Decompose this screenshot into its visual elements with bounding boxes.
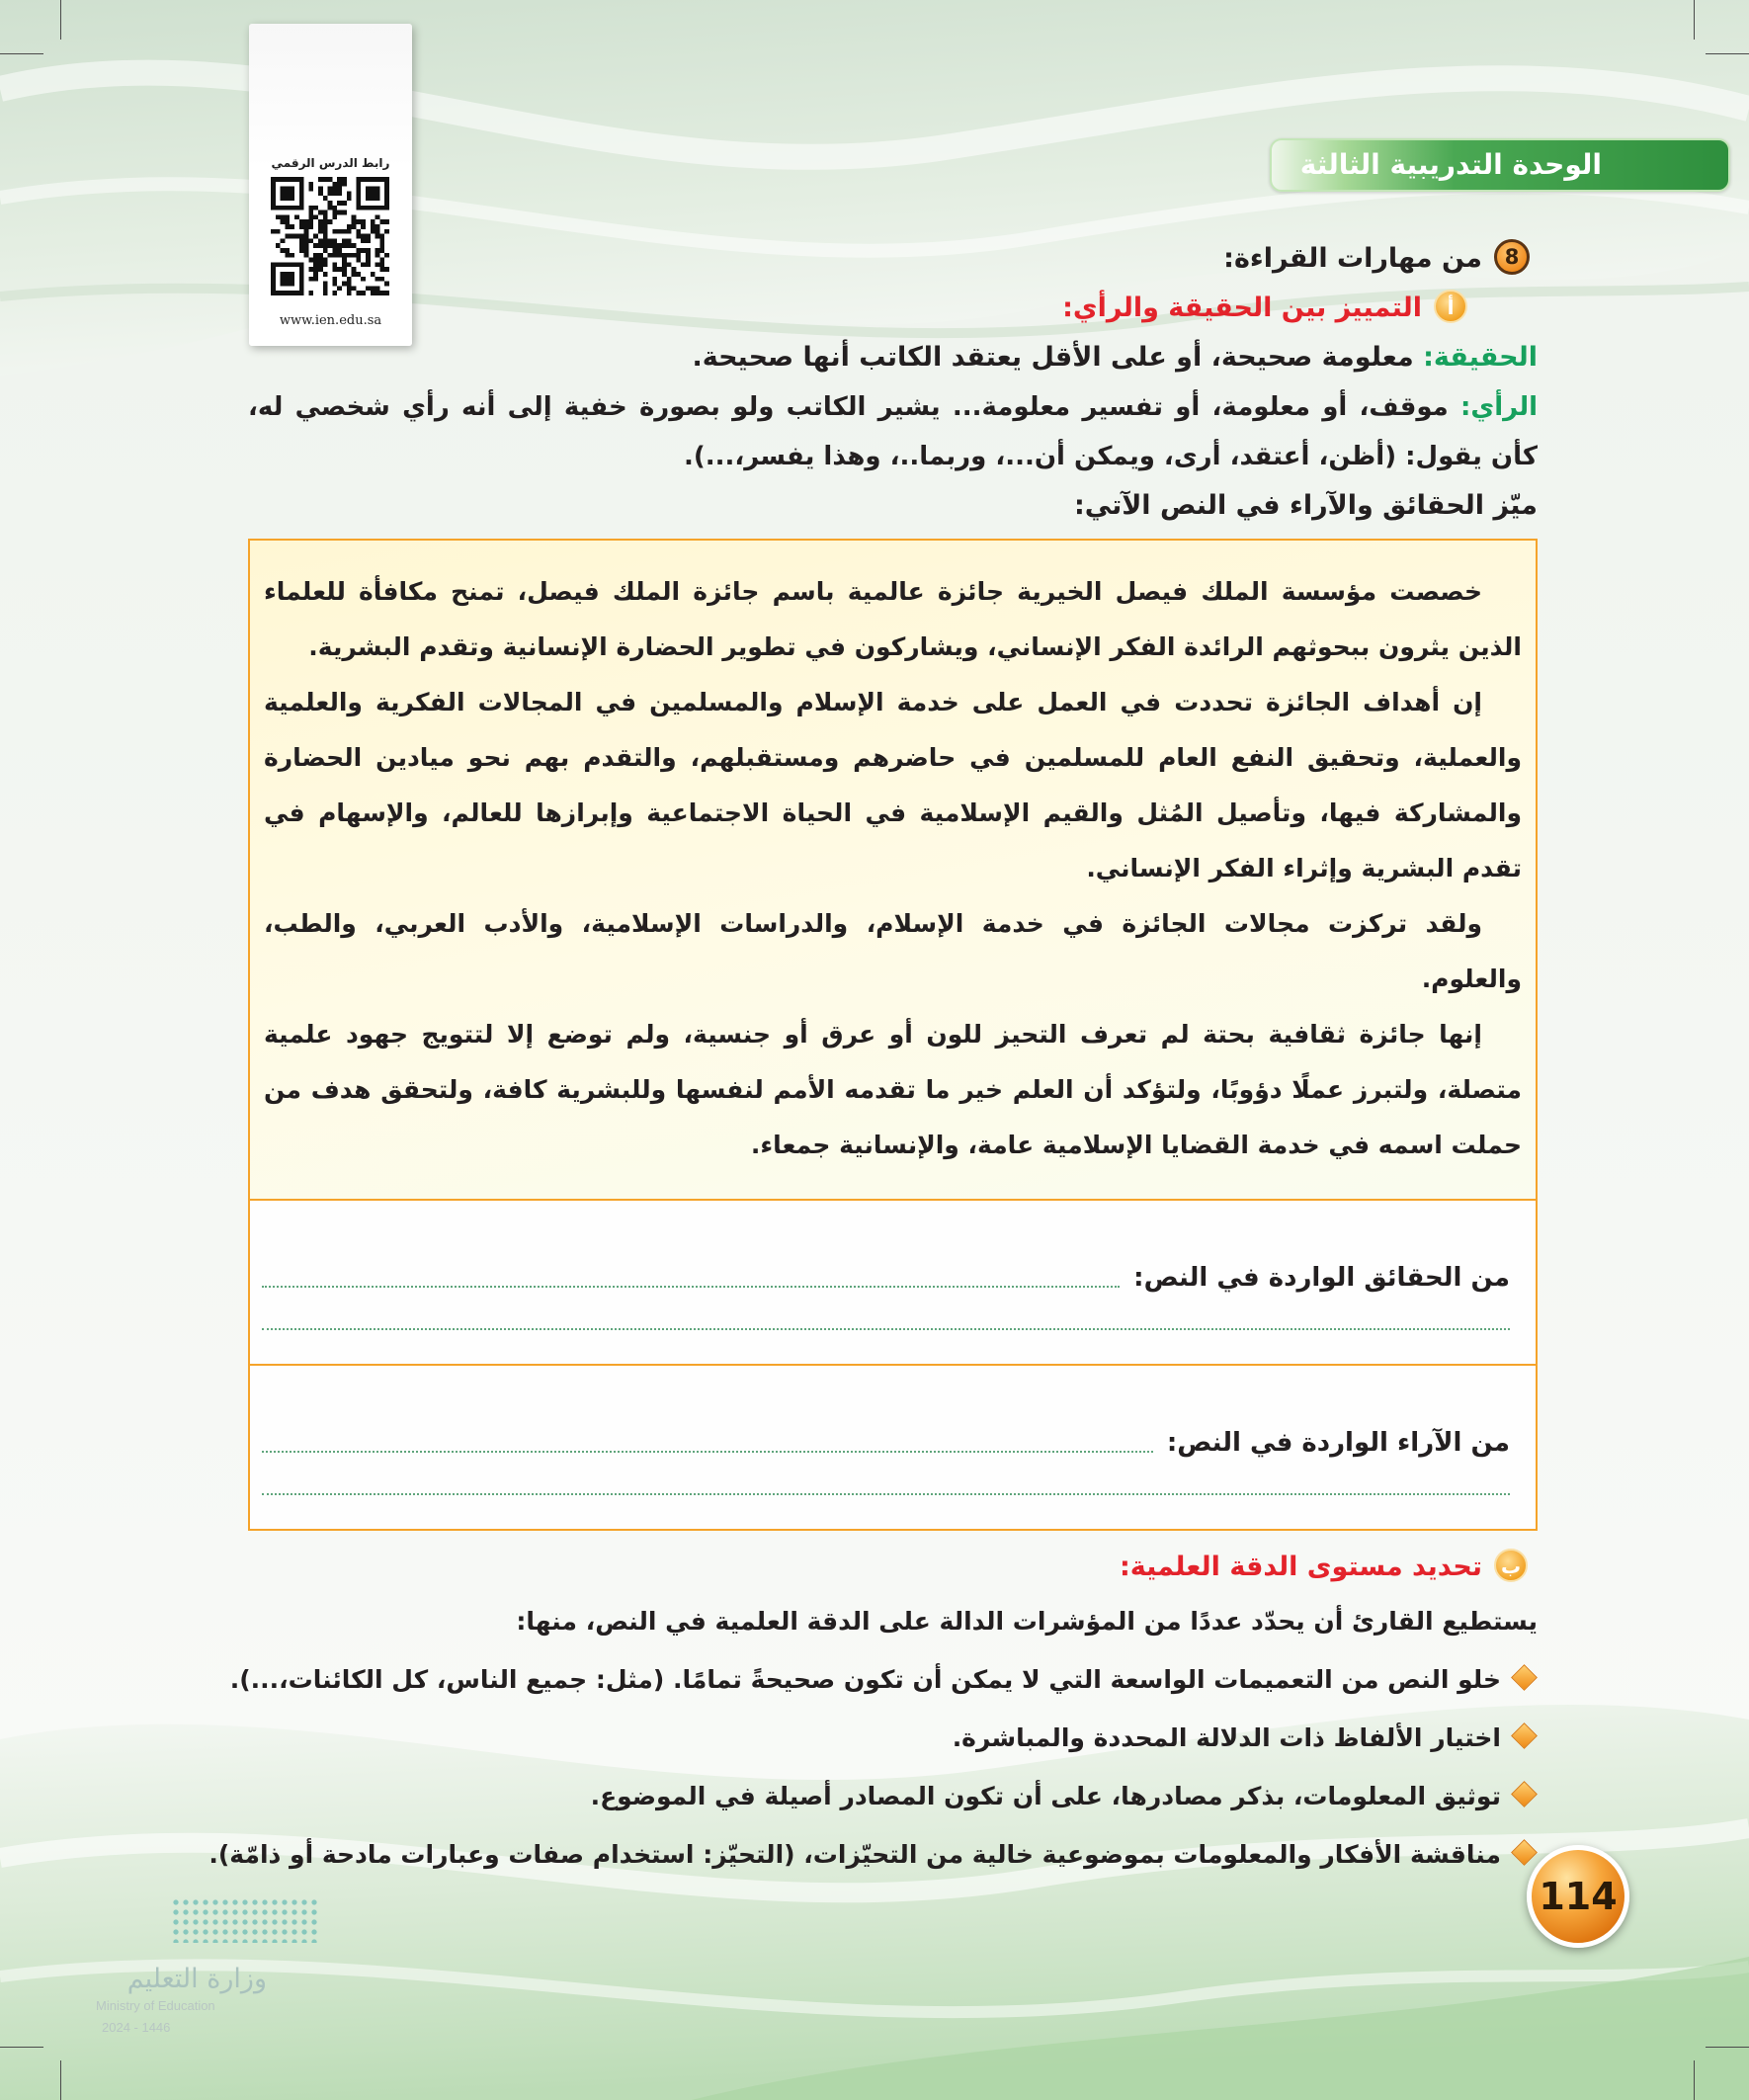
crop-mark [60, 0, 61, 40]
list-item [248, 1767, 1538, 1825]
qr-module [323, 214, 328, 219]
qr-module [318, 187, 323, 192]
qr-module [318, 219, 323, 224]
passage-paragraph: ولقد تركزت مجالات الجائزة في خدمة الإسلام، والدراسات الإسلامية، والأدب العربي، والطب، والعلوم. [264, 909, 1522, 993]
qr-module [352, 219, 357, 224]
qr-module [337, 187, 342, 192]
qr-module [337, 201, 342, 206]
qr-module [371, 219, 375, 224]
facts-answer-line[interactable] [262, 1286, 1120, 1288]
reading-passage [250, 541, 1536, 1199]
ministry-logo-dots [171, 1897, 321, 1943]
qr-module [347, 229, 352, 234]
qr-module [356, 219, 361, 224]
facts-answer-area [250, 1199, 1536, 1364]
qr-module [328, 177, 333, 182]
qr-module [323, 210, 328, 215]
indicator-text: توثيق المعلومات، بذكر مصادرها، على أن تكون المصادر أصيلة في الموضوع. [590, 1782, 1501, 1810]
qr-module [352, 214, 357, 219]
qr-module [361, 219, 366, 224]
crop-mark [0, 53, 43, 54]
qr-module [347, 224, 352, 229]
part-b-heading [248, 1543, 1538, 1592]
exercise-box [248, 539, 1538, 1531]
ministry-year: 2024 - 1446 [102, 2020, 171, 2035]
facts-answer-row [262, 1250, 1510, 1305]
qr-module [290, 224, 294, 229]
qr-module [285, 219, 290, 224]
passage-paragraph: إن أهداف الجائزة تحددت في العمل على خدمة الإسلام والمسلمين في المجالات الفكرية والعلمية والعملية، وتحقيق النفع العام للمسلمين في حاضرهم ومستقبلهم، والتقدم بهم نحو ميادين الحضارة والمشاركة فيها، وتأصيل المُثل والقيم الإسلامية في الحياة الاجتماعية وإبرازها للعالم، والإسهام في تقدم البشرية وإثراء الفكر الإنساني. [264, 688, 1522, 882]
opinions-answer-line[interactable] [262, 1470, 1510, 1495]
main-content [208, 234, 1538, 1884]
qr-module [323, 177, 328, 182]
qr-module [285, 214, 290, 219]
qr-module [352, 224, 357, 229]
part-b-badge: ب [1494, 1549, 1528, 1582]
qr-module [332, 229, 337, 234]
diamond-icon [1511, 1664, 1538, 1691]
ministry-name-ar: وزارة التعليم [126, 1964, 267, 1994]
part-a-title: التمييز بين الحقيقة والرأي: [1062, 293, 1422, 323]
qr-module [332, 191, 337, 196]
passage-paragraph: خصصت مؤسسة الملك فيصل الخيرية جائزة عالمية باسم جائزة الملك فيصل، تمنح مكافأة للعلماء الذين يثرون ببحوثهم الرائدة الفكر الإنساني، ويشاركون في تطوير الحضارة الإنسانية وتقدم البشرية. [264, 577, 1522, 661]
qr-module [308, 187, 313, 192]
qr-module [328, 206, 333, 210]
qr-module [371, 224, 375, 229]
qr-module [332, 214, 337, 219]
qr-module [308, 210, 313, 215]
fact-definition [248, 333, 1538, 382]
facts-prompt: من الحقائق الواردة في النص: [1133, 1263, 1510, 1293]
qr-module [366, 187, 379, 201]
qr-module [375, 229, 380, 234]
qr-module [323, 219, 328, 224]
crop-mark [60, 2060, 61, 2100]
qr-module [371, 229, 375, 234]
qr-module [337, 182, 342, 187]
qr-module [308, 206, 313, 210]
fact-term: الحقيقة: [1423, 342, 1538, 373]
qr-url-link[interactable]: www.ien.edu.sa [279, 313, 382, 328]
qr-module [308, 219, 313, 224]
list-item [248, 1709, 1538, 1767]
qr-module [375, 224, 380, 229]
qr-module [276, 229, 281, 234]
opinions-answer-line[interactable] [262, 1451, 1153, 1453]
crop-mark [1706, 2047, 1749, 2048]
qr-module [347, 196, 352, 201]
ministry-name-en: Ministry of Education [96, 1998, 215, 2013]
qr-module [281, 219, 286, 224]
qr-module [281, 214, 286, 219]
qr-module [337, 229, 342, 234]
qr-module [294, 214, 299, 219]
qr-label: رابط الدرس الرقمي [271, 156, 390, 170]
qr-module [337, 191, 342, 196]
opinion-definition-text: موقف، أو معلومة، أو تفسير معلومة... يشير الكاتب ولو بصورة خفية إلى أنه رأي شخصي له، كأن يقول: (أظن، أعتقد، أرى، ويمكن أن...، وربما..، وهذا يفسر،...). [248, 392, 1538, 471]
qr-module [361, 224, 366, 229]
qr-module [318, 229, 323, 234]
diamond-icon [1511, 1722, 1538, 1749]
qr-module [299, 219, 304, 224]
qr-module [332, 182, 337, 187]
qr-module [313, 206, 318, 210]
qr-module [318, 177, 323, 182]
opinion-term: الرأي: [1460, 392, 1538, 422]
part-b-intro: يستطيع القارئ أن يحدّد عددًا من المؤشرات الدالة على الدقة العلمية في النص، منها: [516, 1607, 1538, 1636]
section-title: من مهارات القراءة: [1223, 243, 1482, 274]
qr-module [318, 224, 323, 229]
opinions-answer-row [262, 1415, 1510, 1470]
qr-module [347, 191, 352, 196]
diamond-icon [1511, 1839, 1538, 1866]
qr-module [313, 214, 318, 219]
crop-mark [1694, 2060, 1695, 2100]
qr-module [356, 229, 361, 234]
qr-module [318, 191, 323, 196]
qr-module [304, 229, 309, 234]
qr-module [332, 206, 337, 210]
indicator-text: خلو النص من التعميمات الواسعة التي لا يمكن أن تكون صحيحةً تمامًا. (مثل: جميع الناس، كل الكائنات،...). [229, 1665, 1501, 1694]
qr-module [276, 214, 281, 219]
fact-definition-text: معلومة صحيحة، أو على الأقل يعتقد الكاتب أنها صحيحة. [692, 342, 1424, 373]
qr-module [285, 224, 290, 229]
qr-module [328, 201, 333, 206]
ministry-logo [94, 1897, 331, 2036]
unit-title-tab: الوحدة التدريبية الثالثة [1270, 138, 1730, 192]
qr-module [342, 201, 347, 206]
qr-module [299, 224, 304, 229]
qr-module [342, 229, 347, 234]
crop-mark [1706, 53, 1749, 54]
qr-module [323, 224, 328, 229]
indicator-text: مناقشة الأفكار والمعلومات بموضوعية خالية من التحيّزات، (التحيّز: استخدام صفات وعبارات مادحة أو ذامّة). [208, 1840, 1501, 1869]
qr-module [308, 214, 313, 219]
qr-module [328, 219, 333, 224]
qr-module [328, 187, 333, 192]
passage-paragraph: إنها جائزة ثقافية بحتة لم تعرف التحيز للون أو عرق أو جنسية، ولم توضع إلا لتتويج جهود علمية متصلة، ولتبرز عملًا دؤوبًا، ولتؤكد أن العلم خير ما تقدمه الأمم لنفسها وللبشرية كافة، ولتحقق هدف من حملت اسمه في خدمة القضايا الإسلامية عامة، والإنسانية جمعاء. [264, 1020, 1522, 1159]
qr-module [323, 196, 328, 201]
part-b-title: تحديد مستوى الدقة العلمية: [1119, 1552, 1482, 1582]
qr-module [308, 224, 313, 229]
facts-answer-line[interactable] [262, 1305, 1510, 1330]
qr-module [332, 210, 337, 215]
opinions-prompt: من الآراء الواردة في النص: [1166, 1428, 1510, 1458]
list-item [229, 1650, 1538, 1709]
qr-module [304, 219, 309, 224]
opinions-answer-area [250, 1364, 1536, 1529]
qr-module [337, 177, 342, 182]
qr-module [384, 219, 389, 224]
part-a-heading [248, 284, 1538, 333]
qr-module [342, 210, 347, 215]
qr-module [332, 187, 337, 192]
section-number-badge: 8 [1494, 239, 1530, 275]
part-b [208, 1543, 1538, 1884]
diamond-icon [1511, 1781, 1538, 1807]
qr-module [384, 229, 389, 234]
qr-module [342, 177, 347, 182]
qr-module [328, 191, 333, 196]
qr-module [318, 210, 323, 215]
qr-module [342, 182, 347, 187]
qr-module [337, 210, 342, 215]
qr-module [271, 229, 276, 234]
qr-module [281, 187, 294, 201]
instruction: ميّز الحقائق والآراء في النص الآتي: [1073, 490, 1538, 521]
qr-module [375, 214, 380, 219]
list-item [208, 1825, 1538, 1884]
crop-mark [0, 2047, 43, 2048]
qr-module [323, 229, 328, 234]
page-number-badge: 114 [1527, 1845, 1629, 1948]
section-heading [248, 234, 1538, 284]
qr-module [304, 224, 309, 229]
qr-module [308, 182, 313, 187]
part-a-badge: أ [1434, 290, 1467, 323]
qr-module [379, 219, 384, 224]
opinion-definition [248, 382, 1538, 481]
crop-mark [1694, 0, 1695, 40]
indicator-text: اختيار الألفاظ ذات الدلالة المحددة والمباشرة. [952, 1723, 1501, 1752]
